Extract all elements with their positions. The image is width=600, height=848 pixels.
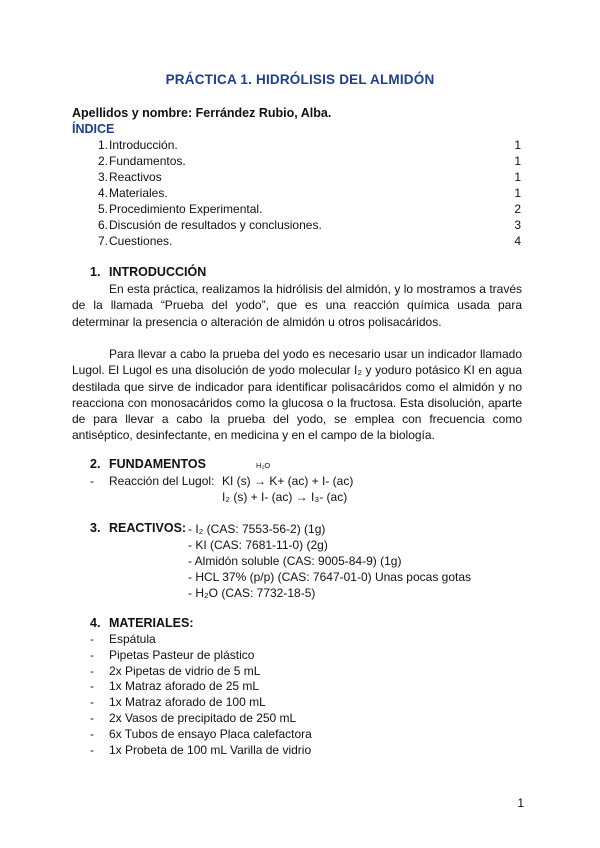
reaction-equation-1: KI (s) → K+ (ac) + I- (ac) bbox=[222, 474, 354, 488]
list-dash: - bbox=[90, 726, 94, 741]
toc-page: 1 bbox=[514, 186, 521, 200]
toc-label: Reactivos bbox=[109, 170, 162, 184]
toc-label: Materiales. bbox=[109, 186, 168, 200]
reagent-item: - HCL 37% (p/p) (CAS: 7647-01-0) Unas pocas gotas bbox=[188, 570, 472, 584]
toc-number: 2. bbox=[97, 154, 108, 168]
toc-item bbox=[72, 233, 521, 249]
toc-label: Discusión de resultados y conclusiones. bbox=[109, 218, 322, 232]
toc-item bbox=[72, 185, 521, 201]
material-item: 2x Pipetas de vidrio de 5 mL bbox=[109, 663, 261, 678]
section-title: MATERIALES: bbox=[109, 616, 194, 630]
list-dash: - bbox=[90, 710, 94, 725]
toc-number: 1. bbox=[97, 138, 108, 152]
toc-number: 3. bbox=[97, 170, 108, 184]
h2o-label: H₂O bbox=[256, 461, 271, 470]
section-number: 3. bbox=[90, 521, 101, 535]
list-dash: - bbox=[90, 632, 94, 646]
section-heading-reactivos bbox=[90, 521, 186, 535]
index-heading: ÍNDICE bbox=[72, 122, 115, 136]
section-title: INTRODUCCIÓN bbox=[109, 265, 207, 279]
toc-page: 3 bbox=[514, 218, 521, 232]
toc-label: Procedimiento Experimental. bbox=[109, 202, 263, 216]
reagent-item: - H₂O (CAS: 7732-18-5) bbox=[188, 586, 316, 600]
section-number: 2. bbox=[90, 457, 101, 471]
list-dash: - bbox=[90, 742, 94, 757]
reagent-item: - I₂ (CAS: 7553-56-2) (1g) bbox=[188, 522, 326, 536]
material-item: Pipetas Pasteur de plástico bbox=[109, 647, 255, 662]
toc-page: 1 bbox=[514, 170, 521, 184]
toc-page: 1 bbox=[514, 138, 521, 152]
reagent-item: - KI (CAS: 7681-11-0) (2g) bbox=[188, 538, 328, 552]
toc-number: 5. bbox=[97, 202, 108, 216]
reagent-item: - Almidón soluble (CAS: 9005-84-9) (1g) bbox=[188, 554, 402, 568]
reaction-equation-2: I₂ (s) + I- (ac) → I₃- (ac) bbox=[222, 490, 348, 504]
list-dash: - bbox=[90, 679, 94, 694]
toc-item bbox=[72, 201, 521, 217]
toc-page: 1 bbox=[514, 154, 521, 168]
material-item: Espátula bbox=[109, 632, 156, 646]
toc-page: 2 bbox=[514, 202, 521, 216]
section-heading-fundamentos bbox=[90, 457, 206, 471]
section-heading-materiales bbox=[90, 616, 194, 630]
toc-number: 7. bbox=[97, 234, 108, 248]
toc-item bbox=[72, 169, 521, 185]
material-item: 1x Matraz aforado de 100 mL bbox=[109, 695, 266, 710]
toc-number: 4. bbox=[97, 186, 108, 200]
toc-item bbox=[72, 153, 521, 169]
toc-page: 4 bbox=[514, 234, 521, 248]
section-title: FUNDAMENTOS bbox=[109, 457, 206, 471]
section-number: 1. bbox=[90, 265, 101, 279]
section-title: REACTIVOS: bbox=[109, 521, 187, 535]
material-item: 2x Vasos de precipitado de 250 mL bbox=[109, 710, 297, 725]
page-title: PRÁCTICA 1. HIDRÓLISIS DEL ALMIDÓN bbox=[165, 72, 435, 87]
material-item: 1x Matraz aforado de 25 mL bbox=[109, 679, 260, 694]
section-number: 4. bbox=[90, 616, 101, 630]
toc-label: Cuestiones. bbox=[109, 234, 173, 248]
list-dash: - bbox=[90, 474, 94, 488]
toc-number: 6. bbox=[97, 218, 108, 232]
section-heading-introduccion bbox=[90, 265, 206, 279]
paragraph-text: En esta práctica, realizamos la hidrólisis del almidón, y lo mostramos a través de la llamada “Prueba del yodo”, que es una reacción química usada para determinar la presencia o alteración de almidón u otros polisacáridos. bbox=[72, 282, 522, 329]
intro-paragraph-1 bbox=[72, 281, 522, 330]
paragraph-text: Para llevar a cabo la prueba del yodo es necesario usar un indicador llamado Lugol. El Lugol es una disolución de yodo molecular I₂ y yoduro potásico KI en agua destilada que sirve de indicador para identificar polisacáridos como el almidón y no reacciona con monosacáridos como la glucosa o la fructosa. Esta disolución, aparte de para llevar a cabo la prueba del yodo, se emplea con frecuencia como antiséptico, desinfectante, en medicina y en el campo de la biología. bbox=[72, 347, 522, 443]
material-item: 6x Tubos de ensayo Placa calefactora bbox=[109, 726, 312, 741]
list-dash: - bbox=[90, 695, 94, 710]
intro-paragraph-2 bbox=[72, 346, 522, 444]
reaction-label: Reacción del Lugol: bbox=[109, 474, 215, 488]
author-line: Apellidos y nombre: Ferrández Rubio, Alba. bbox=[72, 106, 332, 120]
toc-item bbox=[72, 217, 521, 233]
toc-label: Fundamentos. bbox=[109, 154, 186, 168]
toc-item bbox=[72, 137, 521, 153]
toc-label: Introducción. bbox=[109, 138, 178, 152]
list-dash: - bbox=[90, 663, 94, 678]
list-dash: - bbox=[90, 647, 94, 662]
page-number: 1 bbox=[517, 796, 524, 810]
material-item: 1x Probeta de 100 mL Varilla de vidrio bbox=[109, 742, 312, 757]
table-of-contents bbox=[72, 137, 521, 249]
